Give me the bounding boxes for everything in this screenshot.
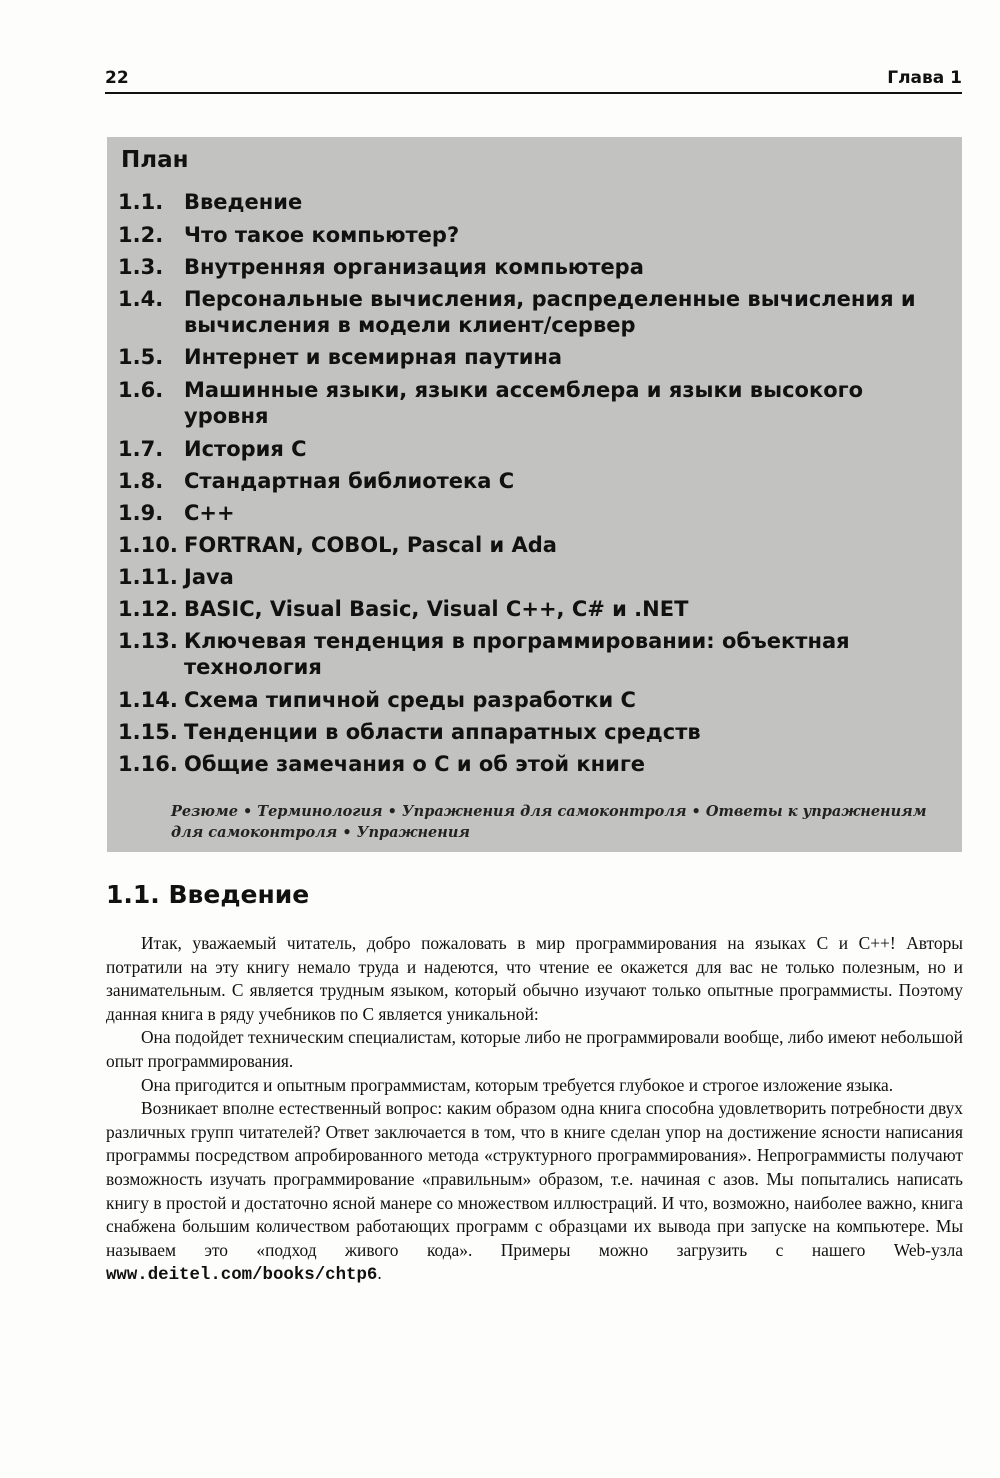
- toc-title: Интернет и всемирная паутина: [184, 345, 563, 369]
- toc-number: 1.5.: [118, 345, 164, 369]
- toc-title: FORTRAN, COBOL, Pascal и Ada: [184, 533, 557, 557]
- toc-number: 1.7.: [118, 437, 164, 461]
- toc-number: 1.6.: [118, 378, 164, 402]
- paragraph: [106, 1097, 963, 1288]
- chapter-plan-box: [107, 137, 962, 852]
- toc-number: 1.11.: [118, 565, 178, 589]
- plan-title: План: [121, 147, 189, 173]
- toc-number: 1.14.: [118, 688, 178, 712]
- toc-title: Персональные вычисления, распределенные вычисления и вычисления в модели клиент/сервер: [184, 287, 916, 337]
- toc-title: Тенденции в области аппаратных средств: [184, 720, 701, 744]
- toc-title: Внутренняя организация компьютера: [184, 255, 644, 279]
- toc-number: 1.16.: [118, 752, 178, 776]
- paragraph: Она пригодится и опытным программистам, которым требуется глубокое и строгое изложение языка.: [141, 1074, 894, 1095]
- paragraph-text: Возникает вполне естественный вопрос: каким образом одна книга способна удовлетворить потребности двух различных групп читателей? Ответ заключается в том, что в книге сделан упор на достижение ясности написания программы посредством апробированного метода «структурного программирования». Непрограммисты получают возможность изучать программирование «правильным» образом, т.е. начиная с азов. Мы попытались написать книгу в простой и достаточно ясной манере со множеством иллюстраций. И что, возможно, наиболее важно, книга снабжена большим количеством работающих программ с образцами их вывода при запуске на компьютере. Мы называем это «подход живого кода». Примеры можно загрузить с нашего Web-узла: [106, 1098, 963, 1260]
- toc-title: История С: [184, 437, 307, 461]
- toc-number: 1.2.: [118, 223, 164, 247]
- toc-number: 1.8.: [118, 469, 164, 493]
- toc-number: 1.3.: [118, 255, 164, 279]
- chapter-label: Глава 1: [887, 68, 962, 88]
- plan-footer: Резюме • Терминология • Упражнения для самоконтроля • Ответы к упражнениям для самоконтроля • Упражнения: [171, 803, 927, 841]
- section-body: [106, 932, 963, 1288]
- toc-title: С++: [184, 501, 235, 525]
- toc-title: Стандартная библиотека С: [184, 469, 515, 493]
- toc-title: Ключевая тенденция в программировании: объектная технология: [184, 629, 850, 679]
- website-url: www.deitel.com/books/chtp6: [106, 1266, 378, 1286]
- toc-title: Java: [184, 565, 234, 589]
- toc-number: 1.12.: [118, 597, 178, 621]
- paragraph: Итак, уважаемый читатель, добро пожаловать в мир программирования на языках С и С++! Авторы потратили на эту книгу немало труда и надеются, что чтение ее окажется для вас не только полезным, но и занимательным. С является трудным языком, который обычно изучают только опытные программисты. Поэтому данная книга в ряду учебников по С является уникальной:: [106, 933, 963, 1024]
- toc-number: 1.13.: [118, 629, 178, 653]
- toc-number: 1.1.: [118, 190, 164, 214]
- running-head: [105, 68, 962, 90]
- toc-number: 1.15.: [118, 720, 178, 744]
- paragraph: Она подойдет техническим специалистам, которые либо не программировали вообще, либо имеют небольшой опыт программирования.: [106, 1027, 963, 1071]
- toc-title: Что такое компьютер?: [184, 223, 460, 247]
- page-number: 22: [105, 68, 129, 88]
- toc-title: BASIC, Visual Basic, Visual C++, C# и .NET: [184, 597, 689, 621]
- toc-title: Введение: [184, 190, 303, 214]
- toc-number: 1.4.: [118, 287, 164, 311]
- toc-number: 1.9.: [118, 501, 164, 525]
- header-rule: [105, 92, 962, 94]
- toc-title: Машинные языки, языки ассемблера и языки высокого уровня: [184, 378, 864, 428]
- toc-title: Схема типичной среды разработки С: [184, 688, 636, 712]
- toc-title: Общие замечания о С и об этой книге: [184, 752, 646, 776]
- section-title: 1.1. Введение: [106, 880, 310, 909]
- toc-number: 1.10.: [118, 533, 178, 557]
- final-period: .: [377, 1263, 382, 1284]
